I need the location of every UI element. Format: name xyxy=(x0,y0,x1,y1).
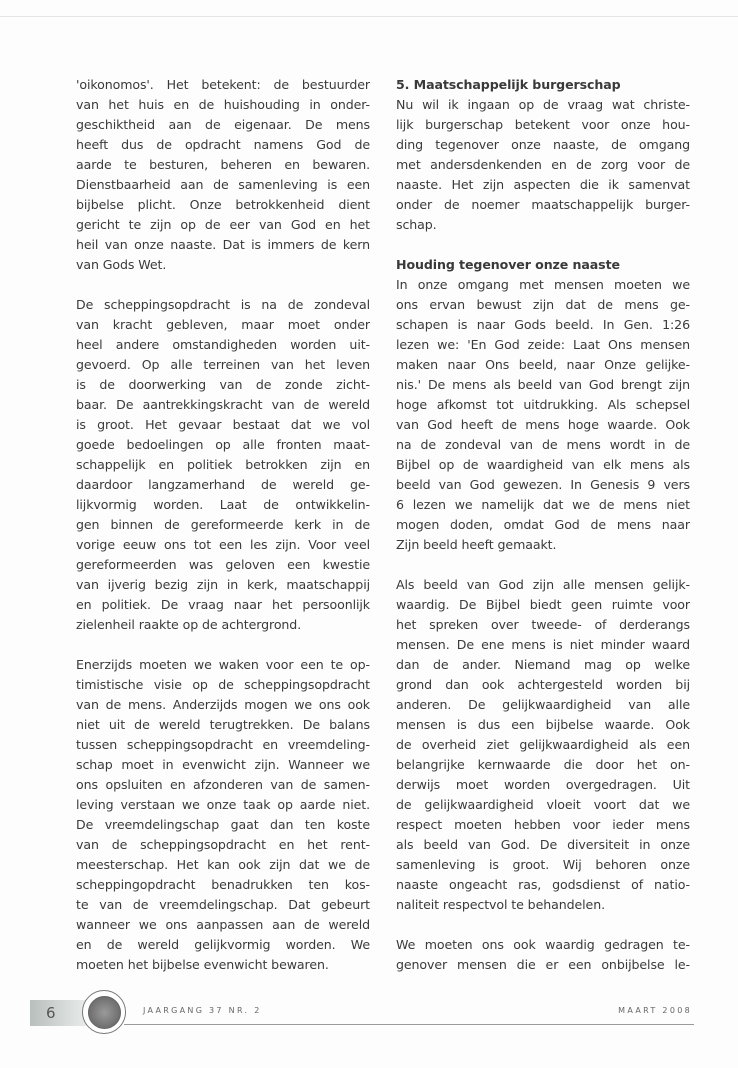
paragraph xyxy=(76,295,370,635)
text-line: heeft dus de opdracht namens God de xyxy=(76,137,370,152)
text-line: Nu wil ik ingaan op de vraag wat christe- xyxy=(396,97,690,112)
text-line: van het huis en de huishouding in onder- xyxy=(76,97,370,112)
text-line: van Gods Wet. xyxy=(76,257,167,272)
text-line: geschiktheid aan de eigenaar. De mens xyxy=(76,117,370,132)
text-line: De scheppingsopdracht is na de zondeval xyxy=(76,297,370,312)
text-line: grond dan ook achtergesteld worden bij xyxy=(396,677,690,692)
paragraph xyxy=(396,935,690,975)
text-line: en politiek. De vraag naar het persoonlijk xyxy=(76,597,370,612)
text-line: Enerzijds moeten we waken voor een te op- xyxy=(76,657,370,672)
text-line: het spreken over tweede- of derderangs xyxy=(396,617,690,632)
text-line: waardig. De Bijbel biedt geen ruimte voor xyxy=(396,597,690,612)
text-line: mogen doden, omdat God de mens naar xyxy=(396,517,690,532)
text-line: anderen. De gelijkwaardigheid van alle xyxy=(396,697,690,712)
left-column xyxy=(76,75,370,995)
text-line: gen binnen de gereformeerde kerk in de xyxy=(76,517,370,532)
text-line: schapen is naar Gods beeld. In Gen. 1:26 xyxy=(396,317,690,332)
text-line: na de zondeval van de mens wordt in de xyxy=(396,437,690,452)
text-line: als beeld van God. De diversiteit in onze xyxy=(396,837,690,852)
paragraph xyxy=(396,575,690,915)
text-line: ding tegenover onze naaste, de omgang xyxy=(396,137,690,152)
text-line: van de scheppingsopdracht en het rent- xyxy=(76,837,370,852)
right-column xyxy=(396,75,690,995)
text-line: vorige eeuw ons tot een les zijn. Voor veel xyxy=(76,537,370,552)
text-line: 6 lezen we namelijk dat we de mens niet xyxy=(396,497,690,512)
text-line: lezen we: 'En God zeide: Laat Ons mensen xyxy=(396,337,690,352)
seal-logo-icon xyxy=(82,990,126,1034)
text-line: goede bedoelingen op alle fronten maat- xyxy=(76,437,370,452)
text-line: heil van onze naaste. Dat is immers de kern xyxy=(76,237,370,252)
text-line: is de doorwerking van de zonde zicht- xyxy=(76,377,370,392)
paragraph xyxy=(396,255,690,555)
text-line: de overheid ziet gelijkwaardigheid als een xyxy=(396,737,690,752)
text-line: zielenheil raakte op de achtergrond. xyxy=(76,617,302,632)
text-line: mensen is dus een bijbelse waarde. Ook xyxy=(396,717,690,732)
text-line: van kracht gebleven, maar moet onder xyxy=(76,317,370,332)
text-line: genover mensen die er een onbijbelse le- xyxy=(396,957,690,972)
text-line: schap moet in evenwicht zijn. Wanneer we xyxy=(76,757,370,772)
text-line: 'oikonomos'. Het betekent: de bestuurder xyxy=(76,77,370,92)
footer-rule xyxy=(124,1024,694,1025)
text-line: respect moeten hebben voor ieder mens xyxy=(396,817,690,832)
issue-date: MAART 2008 xyxy=(618,1006,692,1015)
text-line: dan de ander. Niemand mag op welke xyxy=(396,657,690,672)
text-line: mensen. De ene mens is niet minder waard xyxy=(396,637,690,652)
text-line: hoge afkomst tot uitdrukking. Als schepsel xyxy=(396,397,690,412)
text-line: heel andere omstandigheden worden uit- xyxy=(76,337,370,352)
text-line: van God heeft de mens hoge waarde. Ook xyxy=(396,417,690,432)
section-heading: 5. Maatschappelijk burgerschap xyxy=(396,77,621,92)
text-line: lijk burgerschap betekent voor onze hou- xyxy=(396,117,690,132)
text-line: Dienstbaarheid aan de samenleving is een xyxy=(76,177,370,192)
text-line: daardoor langzamerhand de wereld ge- xyxy=(76,477,370,492)
text-line: ons ervan bewust zijn dat de mens ge- xyxy=(396,297,690,312)
text-line: Zijn beeld heeft gemaakt. xyxy=(396,537,557,552)
text-line: bijbelse plicht. Onze betrokkenheid dient xyxy=(76,197,370,212)
text-line: scheppingopdracht benadrukken ten kos- xyxy=(76,877,370,892)
text-line: moeten het bijbelse evenwicht bewaren. xyxy=(76,957,329,972)
text-line: onder de noemer maatschappelijk burger- xyxy=(396,197,690,212)
text-line: De vreemdelingschap gaat dan ten koste xyxy=(76,817,370,832)
text-line: naliteit respectvol te behandelen. xyxy=(396,897,605,912)
text-line: is groot. Het gevaar bestaat dat we vol xyxy=(76,417,370,432)
text-line: timistische visie op de scheppingsopdracht xyxy=(76,677,370,692)
text-line: nis.' De mens als beeld van God brengt zijn xyxy=(396,377,690,392)
text-line: niet uit de wereld terugtrekken. De balans xyxy=(76,717,370,732)
text-line: Als beeld van God zijn alle mensen gelijk- xyxy=(396,577,690,592)
text-line: leving verstaan we onze taak op aarde niet. xyxy=(76,797,370,812)
text-line: We moeten ons ook waardig gedragen te- xyxy=(396,937,690,952)
text-line: lijkvormig worden. Laat de ontwikkelin- xyxy=(76,497,370,512)
text-line: meesterschap. Het kan ook zijn dat we de xyxy=(76,857,370,872)
text-line: naaste. Het zijn aspecten die ik samenvat xyxy=(396,177,690,192)
text-line: naaste ongeacht ras, godsdienst of natio- xyxy=(396,877,690,892)
text-line: In onze omgang met mensen moeten we xyxy=(396,277,690,292)
text-line: maken naar Ons beeld, naar Onze gelijke- xyxy=(396,357,690,372)
paragraph xyxy=(396,75,690,235)
text-line: en de wereld gelijkvormig worden. We xyxy=(76,937,370,952)
text-line: baar. De aantrekkingskracht van de wereld xyxy=(76,397,370,412)
text-line: ons opsluiten en afzonderen van de samen- xyxy=(76,777,370,792)
text-line: tussen scheppingsopdracht en vreemdeling- xyxy=(76,737,370,752)
text-line: van ijverig bezig zijn in kerk, maatschappij xyxy=(76,577,370,592)
text-line: van de mens. Anderzijds mogen we ons ook xyxy=(76,697,370,712)
text-line: wanneer we ons aanpassen aan de wereld xyxy=(76,917,370,932)
text-line: Bijbel op de waardigheid van elk mens als xyxy=(396,457,690,472)
text-line: gericht te zijn op de eer van God en het xyxy=(76,217,370,232)
text-line: aarde te besturen, beheren en bewaren. xyxy=(76,157,370,172)
top-rule xyxy=(0,16,738,17)
text-line: schappelijk en politiek betrokken zijn en xyxy=(76,457,370,472)
paragraph xyxy=(76,655,370,975)
text-line: gevoerd. Op alle terreinen van het leven xyxy=(76,357,370,372)
text-line: de gelijkwaardigheid vloeit voort dat we xyxy=(396,797,690,812)
text-line: schap. xyxy=(396,217,437,232)
page-number: 6 xyxy=(30,1000,86,1026)
text-line: samenleving is groot. Wij behoren onze xyxy=(396,857,690,872)
text-line: met andersdenkenden en de zorg voor de xyxy=(396,157,690,172)
text-line: te van de vreemdelingschap. Dat gebeurt xyxy=(76,897,370,912)
text-line: beeld van God gewezen. In Genesis 9 vers xyxy=(396,477,690,492)
paragraph xyxy=(76,75,370,275)
text-line: gereformeerden was geloven een kwestie xyxy=(76,557,370,572)
volume-issue: JAARGANG 37 NR. 2 xyxy=(143,1006,262,1015)
text-line: belangrijke kernwaarde die door het on- xyxy=(396,757,690,772)
text-line: derwijs moet worden overgedragen. Uit xyxy=(396,777,690,792)
section-heading: Houding tegenover onze naaste xyxy=(396,257,620,272)
